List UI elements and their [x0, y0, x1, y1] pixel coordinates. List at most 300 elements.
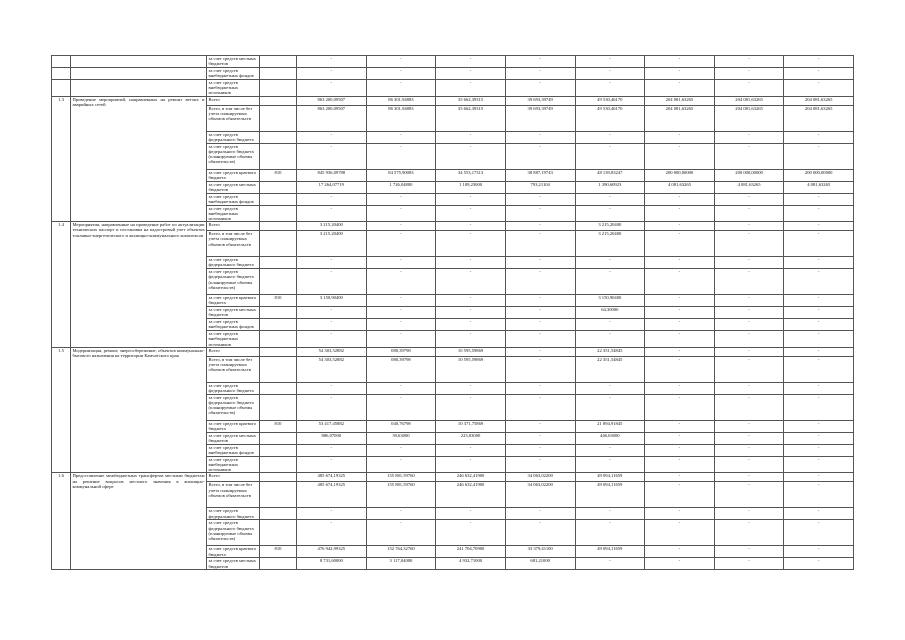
value-cell: 204 081,63265 [714, 96, 784, 105]
value-cell: - [645, 231, 715, 257]
value-cell: - [505, 205, 575, 222]
funding-source-cell: за счет средств краевого бюджета [207, 295, 260, 307]
value-cell: - [297, 68, 367, 80]
value-cell: - [505, 257, 575, 269]
value-cell: - [297, 331, 367, 348]
value-cell: - [366, 307, 436, 319]
funding-source-cell: за счет средств внебюджетных фондов [207, 444, 260, 456]
value-cell: 21 894,91845 [575, 420, 645, 432]
value-cell: - [575, 382, 645, 394]
value-cell: 476 942,99325 [297, 546, 367, 558]
funding-source-cell: за счет средств внебюджетных источников [207, 456, 260, 473]
value-cell: 54 303,52882 [297, 356, 367, 382]
value-cell: - [297, 205, 367, 222]
value-cell: 84 575,90083 [366, 169, 436, 181]
funding-source-cell: за счет средств внебюджетных источников [207, 205, 260, 222]
value-cell: 53 417,45882 [297, 420, 367, 432]
value-cell: - [714, 68, 784, 80]
funding-source-cell: за счет средств местных бюджетов [207, 307, 260, 319]
value-cell: - [784, 307, 854, 319]
value-cell: - [575, 269, 645, 295]
value-cell: - [645, 482, 715, 508]
value-cell: - [505, 508, 575, 520]
value-cell: - [297, 131, 367, 143]
value-cell: - [645, 80, 715, 97]
value-cell: - [366, 444, 436, 456]
value-cell: - [436, 193, 506, 205]
section-number: 1.4 [52, 222, 71, 348]
value-cell: - [505, 382, 575, 394]
value-cell: 040,76798 [366, 420, 436, 432]
value-cell: - [297, 508, 367, 520]
value-cell: - [505, 269, 575, 295]
value-cell: - [575, 520, 645, 546]
value-cell: - [784, 347, 854, 356]
value-cell: - [575, 456, 645, 473]
value-cell: - [645, 307, 715, 319]
value-cell: - [575, 131, 645, 143]
value-cell: 155 881,59760 [366, 482, 436, 508]
value-cell: - [784, 444, 854, 456]
budget-code-cell [260, 193, 297, 205]
value-cell: - [436, 131, 506, 143]
value-cell: 155 881,59760 [366, 473, 436, 482]
value-cell: - [645, 382, 715, 394]
budget-code-cell [260, 205, 297, 222]
value-cell: - [784, 356, 854, 382]
value-cell: - [575, 508, 645, 520]
funding-source-cell: за счет средств федерального бюджета (планируемые объемы обязательств) [207, 143, 260, 169]
section-number: 1.6 [52, 473, 71, 570]
value-cell: - [366, 456, 436, 473]
value-cell: - [505, 520, 575, 546]
value-cell: - [575, 193, 645, 205]
value-cell: - [575, 68, 645, 80]
budget-code-cell [260, 508, 297, 520]
value-cell: - [575, 319, 645, 331]
value-cell: - [714, 394, 784, 420]
value-cell: - [575, 205, 645, 222]
funding-source-cell: за счет средств федерального бюджета [207, 508, 260, 520]
value-cell: - [297, 269, 367, 295]
value-cell: - [505, 394, 575, 420]
value-cell: - [297, 520, 367, 546]
row-number-cell [52, 68, 71, 80]
value-cell: - [505, 295, 575, 307]
value-cell: 48 139,83247 [575, 169, 645, 181]
value-cell: 10 595,59869 [436, 347, 506, 356]
value-cell: - [645, 143, 715, 169]
value-cell: - [714, 420, 784, 432]
value-cell: - [505, 193, 575, 205]
value-cell: - [436, 295, 506, 307]
value-cell: - [784, 319, 854, 331]
funding-source-cell: за счет средств внебюджетных источников [207, 80, 260, 97]
value-cell: - [645, 456, 715, 473]
value-cell: - [436, 444, 506, 456]
value-cell: - [714, 205, 784, 222]
value-cell: - [714, 80, 784, 97]
value-cell: - [505, 420, 575, 432]
value-cell: - [784, 473, 854, 482]
funding-source-cell: Всего, в том числе без учета планируемых объемов обязательств [207, 105, 260, 131]
value-cell: - [366, 68, 436, 80]
value-cell: - [714, 231, 784, 257]
value-cell: 39,63000 [366, 432, 436, 444]
value-cell: - [645, 205, 715, 222]
value-cell: - [366, 56, 436, 68]
value-cell: - [714, 456, 784, 473]
value-cell: 200 000,00000 [645, 169, 715, 181]
value-cell: - [505, 444, 575, 456]
value-cell: - [436, 319, 506, 331]
value-cell: 34 063,02200 [505, 482, 575, 508]
value-cell: - [366, 143, 436, 169]
value-cell: - [366, 205, 436, 222]
funding-source-cell: за счет средств краевого бюджета [207, 420, 260, 432]
budget-code-cell [260, 382, 297, 394]
value-cell: - [297, 143, 367, 169]
value-cell: - [297, 257, 367, 269]
value-cell: - [645, 508, 715, 520]
value-cell: - [784, 546, 854, 558]
value-cell: - [366, 80, 436, 97]
value-cell: 863 200,09507 [297, 105, 367, 131]
value-cell: 64,30000 [575, 307, 645, 319]
value-cell: 446,63000 [575, 432, 645, 444]
budget-code-cell [260, 520, 297, 546]
value-cell: 246 632,41900 [436, 473, 506, 482]
budget-code-cell [260, 222, 297, 231]
value-cell: - [714, 143, 784, 169]
value-cell: - [436, 394, 506, 420]
budget-code-cell [260, 473, 297, 482]
value-cell: - [784, 257, 854, 269]
funding-source-cell: за счет средств федерального бюджета [207, 131, 260, 143]
table-row [52, 347, 854, 356]
value-cell: - [366, 382, 436, 394]
table-row [52, 56, 854, 68]
value-cell: - [297, 394, 367, 420]
value-cell: - [505, 319, 575, 331]
value-cell: - [784, 56, 854, 68]
value-cell: - [784, 331, 854, 348]
value-cell: - [436, 143, 506, 169]
value-cell: - [436, 222, 506, 231]
value-cell: - [784, 222, 854, 231]
value-cell: - [436, 520, 506, 546]
value-cell: 49 094,11659 [575, 546, 645, 558]
value-cell: 241 704,70900 [436, 546, 506, 558]
value-cell: - [505, 356, 575, 382]
value-cell: - [436, 68, 506, 80]
budget-code-cell [260, 319, 297, 331]
value-cell: - [505, 307, 575, 319]
value-cell: - [784, 80, 854, 97]
value-cell: - [436, 269, 506, 295]
value-cell: 39 693,39749 [505, 105, 575, 131]
funding-source-cell: за счет средств внебюджетных фондов [207, 319, 260, 331]
value-cell: 86 301,94883 [366, 105, 436, 131]
table-row [52, 96, 854, 105]
value-cell: - [505, 131, 575, 143]
value-cell: - [645, 394, 715, 420]
value-cell: 38 887,19743 [505, 169, 575, 181]
value-cell: - [784, 456, 854, 473]
value-cell: 204 081,63265 [645, 96, 715, 105]
value-cell: - [645, 269, 715, 295]
value-cell: - [714, 558, 784, 570]
value-cell: - [645, 444, 715, 456]
value-cell: 49 094,11659 [575, 473, 645, 482]
value-cell: - [366, 319, 436, 331]
budget-code-cell [260, 432, 297, 444]
budget-code-cell [260, 68, 297, 80]
value-cell: - [505, 80, 575, 97]
value-cell: - [645, 68, 715, 80]
budget-code-cell [260, 558, 297, 570]
value-cell: - [714, 257, 784, 269]
value-cell: - [714, 193, 784, 205]
budget-code-cell [260, 231, 297, 257]
budget-code-cell: 810 [260, 169, 297, 181]
budget-code-cell [260, 456, 297, 473]
value-cell: - [714, 222, 784, 231]
value-cell: - [366, 520, 436, 546]
value-cell: 34 553,17313 [436, 169, 506, 181]
value-cell: - [297, 382, 367, 394]
value-cell: - [505, 222, 575, 231]
row-name-cell [71, 68, 207, 80]
value-cell: - [575, 257, 645, 269]
funding-source-cell: за счет средств внебюджетных фондов [207, 68, 260, 80]
value-cell: - [505, 456, 575, 473]
value-cell: - [436, 257, 506, 269]
value-cell: 080,39798 [366, 356, 436, 382]
budget-code-cell [260, 356, 297, 382]
budget-code-cell [260, 257, 297, 269]
value-cell: - [645, 546, 715, 558]
value-cell: - [784, 231, 854, 257]
budget-code-cell [260, 444, 297, 456]
value-cell: 1 390,60923 [575, 181, 645, 193]
value-cell: 34 063,02200 [505, 473, 575, 482]
value-cell: - [714, 331, 784, 348]
value-cell: 3 215,20400 [297, 231, 367, 257]
value-cell: - [714, 382, 784, 394]
value-cell: - [784, 520, 854, 546]
value-cell: 10 371,75869 [436, 420, 506, 432]
budget-code-cell [260, 331, 297, 348]
value-cell: - [714, 546, 784, 558]
value-cell: - [505, 432, 575, 444]
value-cell: - [436, 307, 506, 319]
value-cell: - [297, 80, 367, 97]
value-cell: - [366, 295, 436, 307]
value-cell: 485 674,19325 [297, 473, 367, 482]
value-cell: - [645, 295, 715, 307]
funding-source-cell: за счет средств федерального бюджета [207, 257, 260, 269]
section-number: 1.3 [52, 96, 71, 222]
funding-source-cell: Всего, в том числе без учета планируемых объемов обязательств [207, 231, 260, 257]
value-cell: - [575, 558, 645, 570]
value-cell: 793,21104 [505, 181, 575, 193]
value-cell: - [645, 319, 715, 331]
value-cell: 86 301,94883 [366, 96, 436, 105]
value-cell: - [645, 193, 715, 205]
funding-source-cell: Всего [207, 473, 260, 482]
funding-source-cell: за счет средств местных бюджетов [207, 432, 260, 444]
value-cell: - [714, 482, 784, 508]
value-cell: - [784, 143, 854, 169]
budget-code-cell [260, 347, 297, 356]
budget-code-cell [260, 80, 297, 97]
section-title: Модернизация, ремонт, энергосбережение, объектов коммунально-бытового назначения на территории Камчатского края [71, 347, 207, 473]
value-cell: 845 936,09788 [297, 169, 367, 181]
value-cell: 3 150,90400 [297, 295, 367, 307]
value-cell: 3 150,90400 [575, 295, 645, 307]
value-cell: 204 081,63265 [784, 105, 854, 131]
value-cell: 223,83000 [436, 432, 506, 444]
value-cell: - [436, 80, 506, 97]
value-cell: - [784, 394, 854, 420]
value-cell: - [575, 80, 645, 97]
value-cell: - [366, 222, 436, 231]
funding-source-cell: за счет средств внебюджетных фондов [207, 193, 260, 205]
value-cell: - [784, 131, 854, 143]
value-cell: - [575, 444, 645, 456]
table-row [52, 68, 854, 80]
value-cell: 204 081,63265 [645, 105, 715, 131]
value-cell: 246 632,41900 [436, 482, 506, 508]
value-cell: 35 662,39315 [436, 105, 506, 131]
value-cell: 10 595,59869 [436, 356, 506, 382]
value-cell: 49 530,46170 [575, 105, 645, 131]
value-cell: - [366, 231, 436, 257]
value-cell: 3 215,20400 [575, 222, 645, 231]
budget-code-cell [260, 143, 297, 169]
value-cell: - [784, 382, 854, 394]
row-number-cell [52, 56, 71, 68]
value-cell: 152 764,32760 [366, 546, 436, 558]
value-cell: - [784, 68, 854, 80]
value-cell: - [505, 143, 575, 169]
value-cell: - [645, 520, 715, 546]
value-cell: - [645, 420, 715, 432]
value-cell: 4 081,63265 [784, 181, 854, 193]
table-row [52, 222, 854, 231]
budget-code-cell [260, 394, 297, 420]
section-number: 1.5 [52, 347, 71, 473]
value-cell: - [645, 356, 715, 382]
value-cell: - [714, 347, 784, 356]
value-cell: 1 109,23000 [436, 181, 506, 193]
value-cell: - [575, 143, 645, 169]
value-cell: - [784, 420, 854, 432]
value-cell: - [784, 193, 854, 205]
value-cell: - [297, 193, 367, 205]
budget-code-cell [260, 96, 297, 105]
value-cell: - [645, 131, 715, 143]
value-cell: 39 693,39749 [505, 96, 575, 105]
value-cell: - [366, 269, 436, 295]
value-cell: - [366, 193, 436, 205]
value-cell: - [436, 205, 506, 222]
value-cell: - [645, 473, 715, 482]
budget-code-cell [260, 482, 297, 508]
value-cell: - [436, 508, 506, 520]
section-title: Проведение мероприятий, направленных на ремонт ветхих и аварийных сетей [71, 96, 207, 222]
value-cell: - [714, 319, 784, 331]
value-cell: 49 094,11659 [575, 482, 645, 508]
value-cell: - [297, 307, 367, 319]
budget-code-cell: 810 [260, 420, 297, 432]
value-cell: 22 351,54845 [575, 356, 645, 382]
value-cell: - [714, 444, 784, 456]
funding-source-cell: за счет средств федерального бюджета [207, 382, 260, 394]
value-cell: 204 081,63265 [784, 96, 854, 105]
value-cell: 200 000,00000 [714, 169, 784, 181]
value-cell: - [575, 394, 645, 420]
budget-code-cell [260, 56, 297, 68]
value-cell: - [366, 508, 436, 520]
value-cell: - [645, 331, 715, 348]
value-cell: - [436, 331, 506, 348]
value-cell: 200 000,00000 [784, 169, 854, 181]
value-cell: - [505, 347, 575, 356]
value-cell: - [784, 508, 854, 520]
value-cell: 49 530,46170 [575, 96, 645, 105]
value-cell: - [784, 295, 854, 307]
budget-table [51, 55, 854, 570]
value-cell: 4 081,63265 [645, 181, 715, 193]
value-cell: - [297, 444, 367, 456]
funding-source-cell: за счет средств федерального бюджета (планируемые объемы обязательств) [207, 269, 260, 295]
value-cell: - [645, 257, 715, 269]
value-cell: 863 200,09507 [297, 96, 367, 105]
value-cell: - [714, 520, 784, 546]
value-cell: - [436, 456, 506, 473]
value-cell: 4 081,63265 [714, 181, 784, 193]
value-cell: - [714, 131, 784, 143]
value-cell: - [645, 56, 715, 68]
budget-code-cell [260, 269, 297, 295]
budget-code-cell: 810 [260, 295, 297, 307]
funding-source-cell: Всего, в том числе без учета планируемых объемов обязательств [207, 356, 260, 382]
value-cell: - [297, 456, 367, 473]
funding-source-cell: Всего [207, 347, 260, 356]
budget-code-cell: 810 [260, 546, 297, 558]
value-cell: - [297, 319, 367, 331]
budget-code-cell [260, 131, 297, 143]
value-cell: - [436, 56, 506, 68]
value-cell: 3 215,20400 [575, 231, 645, 257]
value-cell: 35 662,39315 [436, 96, 506, 105]
funding-source-cell: за счет средств федерального бюджета (планируемые объемы обязательств) [207, 520, 260, 546]
value-cell: 3 117,04000 [366, 558, 436, 570]
value-cell: - [366, 257, 436, 269]
value-cell: - [714, 295, 784, 307]
value-cell: - [784, 432, 854, 444]
value-cell: - [714, 473, 784, 482]
value-cell: - [366, 394, 436, 420]
value-cell: - [366, 131, 436, 143]
value-cell: - [505, 56, 575, 68]
value-cell: 54 303,52882 [297, 347, 367, 356]
value-cell: 3 215,20400 [297, 222, 367, 231]
value-cell: - [714, 269, 784, 295]
value-cell: 1 726,04800 [366, 181, 436, 193]
